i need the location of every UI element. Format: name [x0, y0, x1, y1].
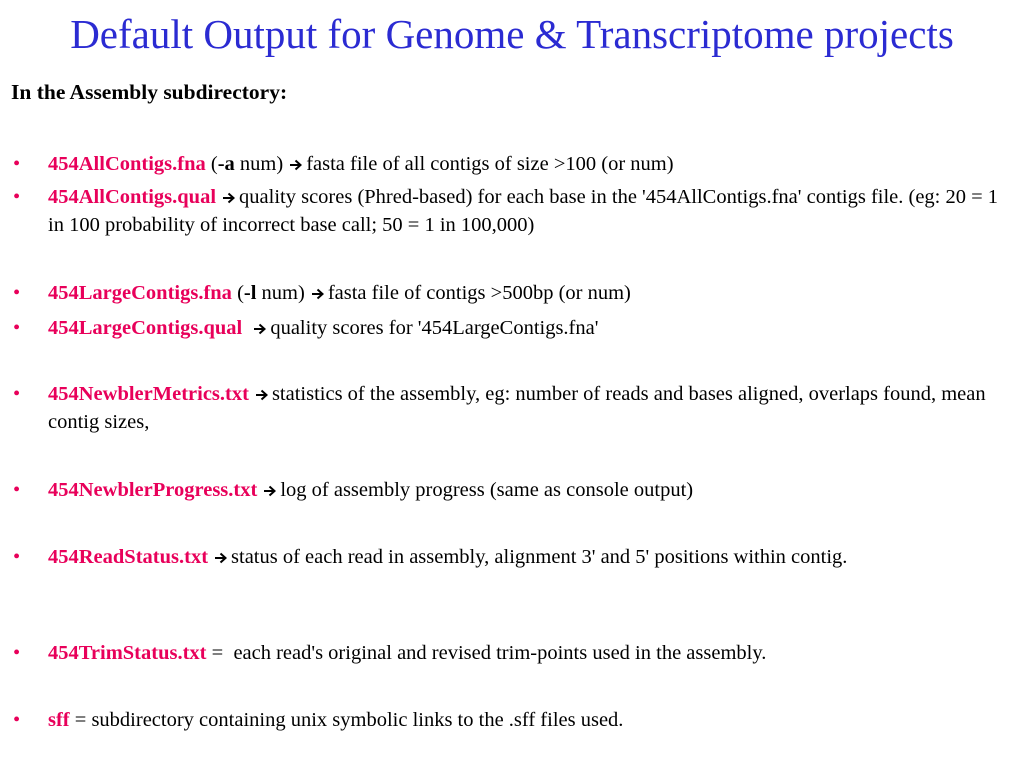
bullet-icon: • — [13, 317, 21, 339]
file-name: 454AllContigs.fna — [48, 153, 206, 175]
item-description: statistics of the assembly, eg: number of reads and bases aligned, overlaps found, mean contig sizes, — [48, 383, 986, 433]
list-item — [0, 150, 1010, 178]
list-item — [0, 543, 1010, 571]
arrow-right-icon — [289, 159, 302, 171]
file-name: 454ReadStatus.txt — [48, 546, 209, 568]
bullet-icon: • — [13, 186, 21, 208]
item-description: fasta file of contigs >500bp (or num) — [327, 282, 631, 304]
list-item — [0, 476, 1010, 504]
list-item — [0, 639, 1010, 667]
arrow-right-icon — [255, 389, 268, 401]
file-name: 454LargeContigs.fna — [48, 282, 232, 304]
file-name: 454NewblerProgress.txt — [48, 479, 258, 501]
subheading: In the Assembly subdirectory: — [11, 80, 288, 104]
option-flag: -l — [243, 282, 257, 304]
bullet-icon: • — [13, 709, 21, 731]
bullet-icon: • — [13, 642, 21, 664]
list-item — [0, 279, 1010, 307]
file-name: 454TrimStatus.txt — [48, 642, 207, 664]
list-item — [0, 706, 1010, 734]
bullet-icon: • — [13, 282, 21, 304]
bullet-icon: • — [13, 546, 21, 568]
arrow-right-icon — [214, 552, 227, 564]
list-item — [0, 183, 1010, 239]
option-arg: num) — [239, 153, 284, 175]
item-description: each read's original and revised trim-points used in the assembly. — [233, 642, 767, 664]
equals-separator: = — [211, 642, 224, 664]
file-name: 454NewblerMetrics.txt — [48, 383, 249, 405]
arrow-right-icon — [222, 192, 235, 204]
bullet-icon: • — [13, 479, 21, 501]
arrow-right-icon — [311, 288, 324, 300]
arrow-right-icon — [263, 485, 276, 497]
item-description: status of each read in assembly, alignment 3' and 5' positions within contig. — [231, 546, 848, 568]
slide-title: Default Output for Genome & Transcriptome projects — [70, 11, 954, 57]
option-open-paren: ( — [237, 282, 244, 304]
item-description: log of assembly progress (same as console output) — [280, 479, 694, 501]
item-description: quality scores for '454LargeContigs.fna' — [270, 317, 599, 339]
list-item — [0, 314, 1010, 342]
file-name: 454LargeContigs.qual — [48, 317, 243, 339]
option-arg: num) — [261, 282, 305, 304]
list-item — [0, 380, 1010, 436]
file-name: sff — [48, 709, 70, 731]
file-name: 454AllContigs.qual — [48, 186, 217, 208]
bullet-icon: • — [13, 383, 21, 405]
bullet-icon: • — [13, 153, 21, 175]
option-open-paren: ( — [210, 153, 218, 175]
item-description: quality scores (Phred-based) for each base in the '454AllContigs.fna' contigs file. (eg: 20 = 1 in 100 probability of incorrect base call; 50 = 1 in 100,000) — [48, 186, 999, 236]
equals-separator: = — [74, 709, 87, 731]
arrow-right-icon — [253, 323, 266, 335]
item-description: subdirectory containing unix symbolic links to the .sff files used. — [91, 709, 624, 731]
option-flag: -a — [217, 153, 235, 175]
item-description: fasta file of all contigs of size >100 (or num) — [306, 153, 674, 175]
